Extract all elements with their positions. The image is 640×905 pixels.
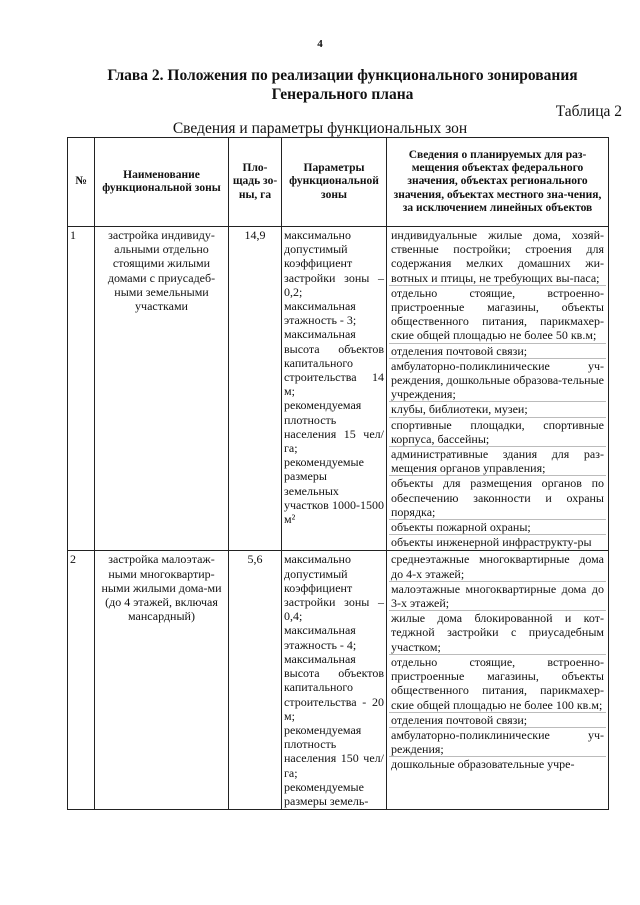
planned-object-item: дошкольные образовательные учре- xyxy=(391,757,575,772)
table-row xyxy=(68,227,609,551)
parameter-line: максимальная этажность - 3; xyxy=(284,299,357,328)
planned-object-item: амбулаторно-поликлинические уч-реждения, дошкольные образова-тельные учреждения; xyxy=(391,358,604,402)
planned-object-item: среднеэтажные многоквартирные дома до 4-х этажей; xyxy=(391,552,604,581)
planned-object-item: объекты пожарной охраны; xyxy=(389,520,606,535)
table-caption: Сведения и параметры функциональных зон xyxy=(172,120,468,137)
page-number: 4 xyxy=(317,38,323,50)
zone-parameters xyxy=(282,551,387,810)
planned-object-item: объекты инженерной инфраструкту-ры xyxy=(391,535,592,550)
table-header-row xyxy=(68,138,609,227)
zone-parameters xyxy=(282,227,387,551)
parameter-line: максимальная этажность - 4; xyxy=(284,623,357,652)
planned-object-item: жилые дома блокированной и кот-теджной застройки с приусадебным участком; xyxy=(391,611,604,654)
zone-name: застройка индивиду-альными отдельно стоящими жилыми домами с приусадеб-ными земельными участками xyxy=(95,227,229,551)
parameter-line: максимальная высота объектов капитального строительства - 20 м; xyxy=(284,651,384,723)
column-header-planned-objects: Сведения о планируемых для раз-мещения объектах федерального значения, объектах регионального значения, объектах местного зна-чения, за исключением линейных объектов xyxy=(387,138,609,227)
column-header-zone-name: Наименование функциональной зоны xyxy=(95,138,229,227)
parameter-line: максимально допустимый коэффициент застройки зоны – 0,4; xyxy=(284,552,384,624)
planned-object-item: административные здания для раз-мещения органов управления; xyxy=(391,447,604,476)
column-header-area: Пло-щадь зо-ны, га xyxy=(229,138,282,227)
planned-objects xyxy=(387,551,609,810)
planned-object-item: спортивные площадки, спортивные корпуса, бассейны; xyxy=(391,417,604,446)
chapter-heading: Глава 2. Положения по реализации функционального зонирования Генерального плана xyxy=(107,67,578,103)
parameter-line: рекомендуемая плотность населения 15 чел/га; xyxy=(284,398,384,456)
zones-table xyxy=(67,137,609,810)
planned-object-item: объекты для размещения органов по обеспечению законности и охраны порядка; xyxy=(391,476,604,519)
zone-area: 14,9 xyxy=(229,227,282,551)
planned-objects xyxy=(387,227,609,551)
planned-object-item: амбулаторно-поликлинические уч-реждения; xyxy=(391,727,604,757)
zone-name: застройка малоэтаж-ными многоквартир-ными жилыми дома-ми (до 4 этажей, включая мансардный) xyxy=(95,551,229,810)
table-row xyxy=(68,551,609,810)
row-number: 2 xyxy=(68,551,95,810)
column-header-number: № xyxy=(68,138,95,227)
row-number: 1 xyxy=(68,227,95,551)
zone-area: 5,6 xyxy=(229,551,282,810)
parameter-line: рекомендуемая плотность населения 150 чел/га; xyxy=(284,722,384,780)
parameter-line: рекомендуемые размеры земельных участков 1000-1500 м² xyxy=(284,455,384,527)
planned-object-item: клубы, библиотеки, музеи; xyxy=(389,402,606,417)
column-header-parameters: Параметры функциональной зоны xyxy=(282,138,387,227)
parameter-line: максимально допустимый коэффициент застройки зоны – 0,2; xyxy=(284,228,384,299)
planned-object-item: индивидуальные жилые дома, хозяй-ственные постройки; строения для содержания мелких домашних жи-вотных и птицы, не требующих вы-паса; xyxy=(391,228,604,285)
planned-object-item: отделения почтовой связи; xyxy=(389,344,606,359)
planned-object-item: малоэтажные многоквартирные дома до 3-х этажей; xyxy=(391,581,604,611)
parameter-line: максимальная высота объектов капитального строительства 14 м; xyxy=(284,327,384,399)
planned-object-item: отдельно стоящие, встроенно-пристроенные магазины, объекты общественного питания, парикмахер-ские общей площадью не более 100 кв.м; xyxy=(391,654,604,712)
planned-object-item: отдельно стоящие, встроенно-пристроенные магазины, объекты общественного питания, парикмахер-ские общей площадью не более 50 кв.м; xyxy=(391,285,604,343)
table-label: Таблица 2 xyxy=(555,103,622,120)
planned-object-item: отделения почтовой связи; xyxy=(389,713,606,728)
parameter-line: рекомендуемые размеры земель- xyxy=(284,779,369,808)
